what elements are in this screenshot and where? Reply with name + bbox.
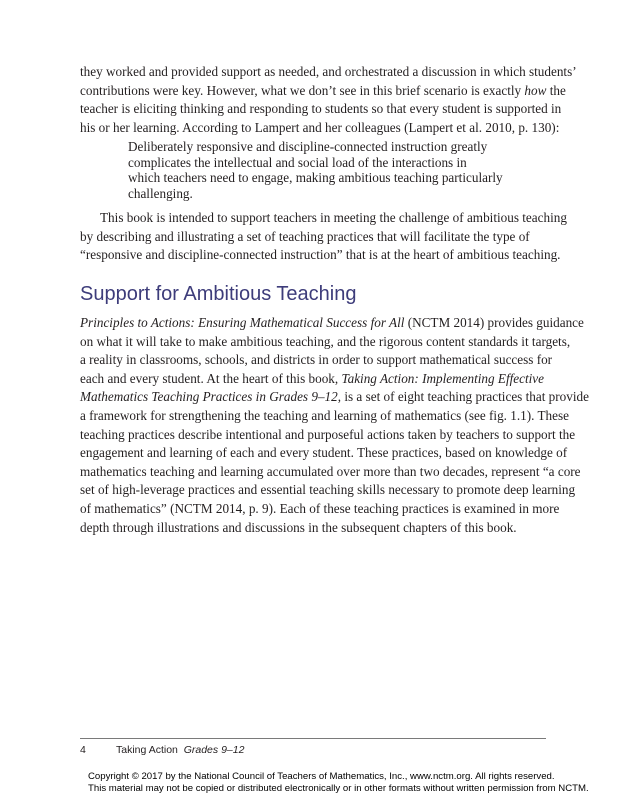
section-line: set of high-leverage practices and essential teaching skills necessary to promote deep learning	[80, 482, 576, 498]
book-line: by describing and illustrating a set of teaching practices that will facilitate the type of	[80, 228, 530, 244]
running-footer	[116, 744, 244, 756]
section-line-5-text: , is a set of eight teaching practices that provide	[337, 389, 589, 405]
intro-line-3: teacher is eliciting thinking and responding to students so that every student is supported in	[80, 101, 562, 117]
taking-action-title-cont: Mathematics Teaching Practices in Grades 9–12	[80, 389, 338, 405]
section-line: depth through illustrations and discussions in the subsequent chapters of this book.	[80, 519, 517, 535]
taking-action-title: Taking Action: Implementing Effective	[341, 370, 545, 386]
section-line-1	[80, 314, 584, 333]
quote-line: Deliberately responsive and discipline-connected instruction greatly	[128, 139, 488, 154]
section-line-3: a reality in classrooms, schools, and districts in order to support mathematical success for	[80, 352, 553, 368]
footer-book-title: Taking Action	[116, 744, 178, 756]
intro-line-2-text: contributions were key. However, what we don’t see in this brief scenario is exactly	[80, 82, 525, 98]
quote-line: which teachers need to engage, making ambitious teaching particularly	[128, 170, 503, 186]
page-number: 4	[80, 744, 86, 756]
section-line-4-text: each and every student. At the heart of this book,	[80, 370, 342, 386]
section-line-5	[80, 388, 589, 407]
section-line-2: on what it will take to make ambitious teaching, and the rigorous content standards it targets,	[80, 333, 571, 349]
book-line: “responsive and discipline-connected instruction” that is at the heart of ambitious teaching.	[80, 247, 561, 263]
quote-line: challenging.	[128, 185, 193, 201]
section-line: mathematics teaching and learning accumulated over more than two decades, represent “a core	[80, 463, 581, 479]
section-line-4	[80, 370, 550, 389]
copyright-line-2: This material may not be copied or distributed electronically or in other formats without written permission from NCTM.	[88, 783, 589, 794]
principles-to-actions-title: Principles to Actions: Ensuring Mathematical Success for All	[80, 315, 405, 330]
section-line: teaching practices describe intentional and purposeful actions taken by teachers to support the	[80, 426, 576, 442]
intro-emphasis-how: how	[524, 82, 547, 98]
book-purpose-paragraph	[80, 209, 567, 265]
intro-paragraph	[80, 63, 577, 137]
section-line: engagement and learning of each and every student. These practices, based on knowledge of	[80, 445, 568, 461]
section-heading: Support for Ambitious Teaching	[80, 283, 357, 305]
section-line-1-text: (NCTM 2014) provides guidance	[404, 315, 584, 330]
intro-line-2	[80, 82, 566, 101]
block-quote	[128, 139, 528, 201]
intro-line-2-end: the	[546, 82, 566, 98]
book-line: This book is intended to support teachers in meeting the challenge of ambitious teaching	[100, 210, 567, 225]
section-line: a framework for strengthening the teaching and learning of mathematics (see fig. 1.1). These	[80, 407, 569, 423]
section-line: of mathematics” (NCTM 2014, p. 9). Each of these teaching practices is examined in more	[80, 500, 560, 516]
section-paragraph	[80, 314, 589, 537]
copyright-line-1: Copyright © 2017 by the National Council of Teachers of Mathematics, Inc., www.nctm.org. All rights reserved.	[88, 771, 555, 782]
quote-line: complicates the intellectual and social load of the interactions in	[128, 154, 467, 170]
footer-divider	[80, 738, 546, 739]
intro-line-1: they worked and provided support as needed, and orchestrated a discussion in which students’	[80, 64, 577, 79]
footer-grades: Grades 9–12	[183, 744, 245, 756]
intro-line-4: his or her learning. According to Lampert and her colleagues (Lampert et al. 2010, p. 130):	[80, 119, 560, 135]
